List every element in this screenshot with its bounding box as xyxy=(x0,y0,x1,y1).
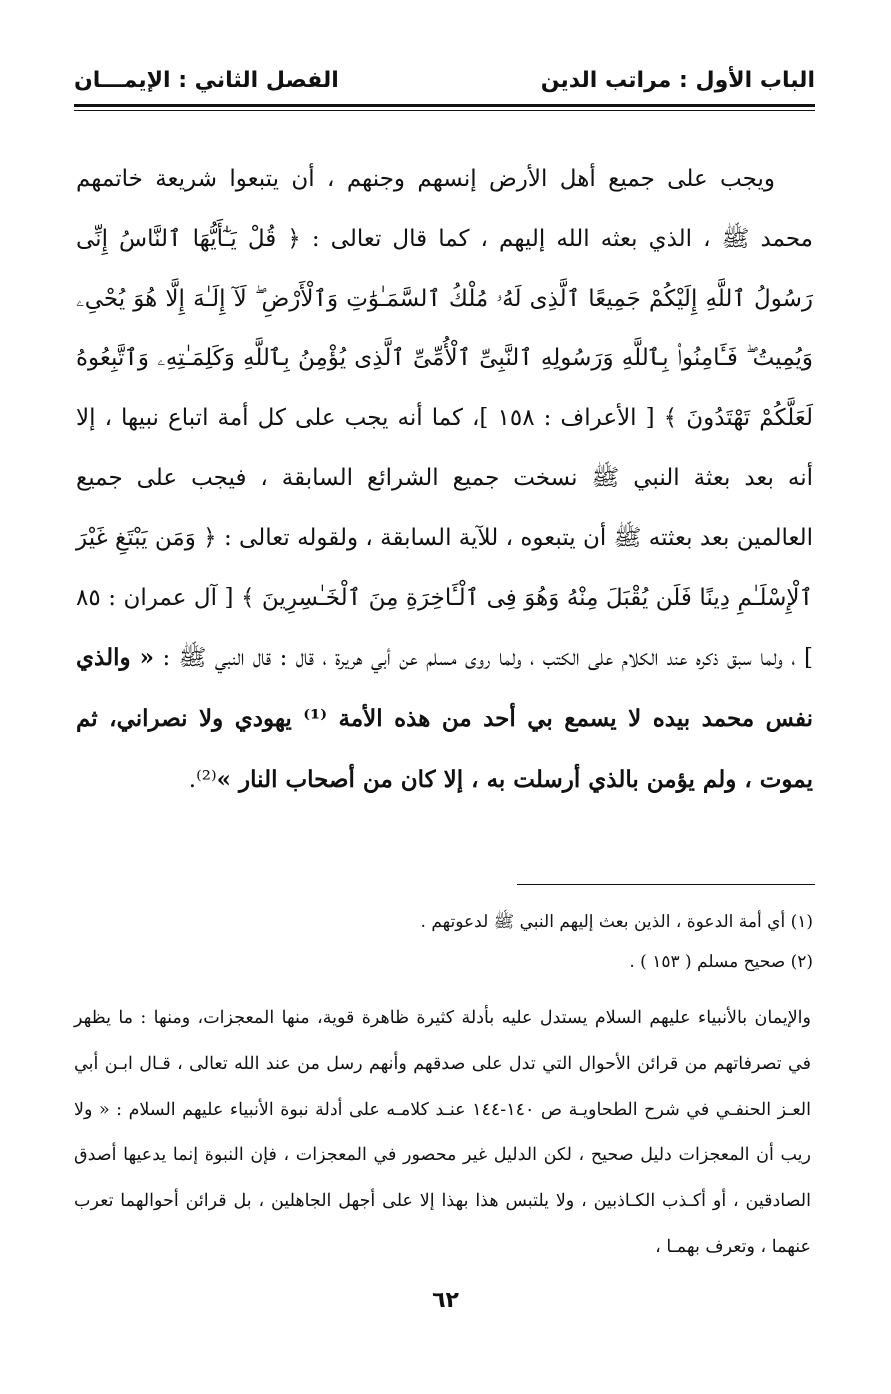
chapter-title: الباب الأول : مراتب الدين xyxy=(540,68,815,93)
header-rule-thick xyxy=(74,104,815,107)
main-paragraph xyxy=(76,150,813,811)
commentary-paragraph: والإيمان بالأنبياء عليهم السلام يستدل عليه بأدلة كثيرة ظاهرة قوية، منها المعجزات، ومنها : ما يظهر في تصرفاتهم من قرائن الأحوال التي تدل على صدقهم وأنهم رسل من عند الله تعالى ، قـال ابـن أبي العـز الحنفـي في شرح الطحاويـة ص ١٤٠-١٤٤ عنـد كلامـه على أدلة نبوة الأنبياء عليهم السلام : « ولا ريب أن المعجزات دليل صحيح ، لكن الدليل غير محصور في المعجزات ، فإن النبوة إنما يدعيها أصدق الصادقين ، أو أكـذب الكـاذبين ، ولا يلتبس هذا بهذا إلا على أجهل الجاهلين ، بل قرائن أحوالهما تعرب عنهما ، وتعرف بهمـا ، xyxy=(74,1008,811,1257)
page-number: ٦٢ xyxy=(432,1288,459,1313)
footnotes xyxy=(76,902,813,982)
footnote-separator xyxy=(517,884,815,885)
main-paragraph-text: ويجب على جميع أهل الأرض إنسهم وجنهم ، أن يتبعوا شريعة خاتمهم محمد ﷺ ، الذي بعثه الله إليهم ، كما قال تعالى : ﴿ قُلْ يَـٰٓأَيُّهَا ٱلنَّاسُ إِنِّى رَسُولُ ٱللَّهِ إِلَيْكُمْ جَمِيعًا ٱلَّذِى لَهُۥ مُلْكُ ٱلسَّمَـٰوَٰتِ وَٱلْأَرْضِ ۖ لَآ إِلَـٰهَ إِلَّا هُوَ يُحْىِۦ وَيُمِيتُ ۖ فَـَٔامِنُوا۟ بِٱللَّهِ وَرَسُولِهِ ٱلنَّبِىِّ ٱلْأُمِّىِّ ٱلَّذِى يُؤْمِنُ بِٱللَّهِ وَكَلِمَـٰتِهِۦ وَٱتَّبِعُوهُ لَعَلَّكُمْ تَهْتَدُونَ ﴾ [ الأعراف : ١٥٨ ]، كما أنه يجب على كل أمة اتباع نبيها ، إلا أنه بعد بعثة النبي ﷺ نسخت جميع الشرائع السابقة ، فيجب على جميع العالمين بعد بعثته ﷺ أن يتبعوه ، للآية السابقة ، ولقوله تعالى : ﴿ وَمَن يَبْتَغِ غَيْرَ ٱلْإِسْلَـٰمِ دِينًا فَلَن يُقْبَلَ مِنْهُ وَهُوَ فِى ٱلْـَٔاخِرَةِ مِنَ ٱلْخَـٰسِرِينَ ﴾ [ آل عمران : ٨٥ ] ، ولما سبق ذكره عند الكلام على الكتب ، ولما روى مسلم عن أبي هريرة ، قال : قال النبي ﷺ : xyxy=(76,166,814,672)
section-title: الفصل الثاني : الإيمـــان xyxy=(74,68,339,93)
footnote-1: (١) أي أمة الدعوة ، الذين بعث إليهم النبي ﷺ لدعوتهم . xyxy=(420,912,813,932)
hadith-quote: « والذي نفس محمد بيده لا يسمع بي أحد من هذه الأمة ⁽¹⁾ يهودي ولا نصراني، ثم يموت ، ولم يؤمن بالذي أرسلت به ، إلا كان من أصحاب النار » xyxy=(76,644,813,793)
header-rule-thin xyxy=(74,110,815,111)
commentary-text xyxy=(74,996,811,1271)
footnote-2: (٢) صحيح مسلم ( ١٥٣ ) . xyxy=(629,952,813,972)
main-text xyxy=(76,150,813,811)
running-header xyxy=(74,64,815,100)
paragraph-end: ⁽²⁾. xyxy=(188,766,217,793)
